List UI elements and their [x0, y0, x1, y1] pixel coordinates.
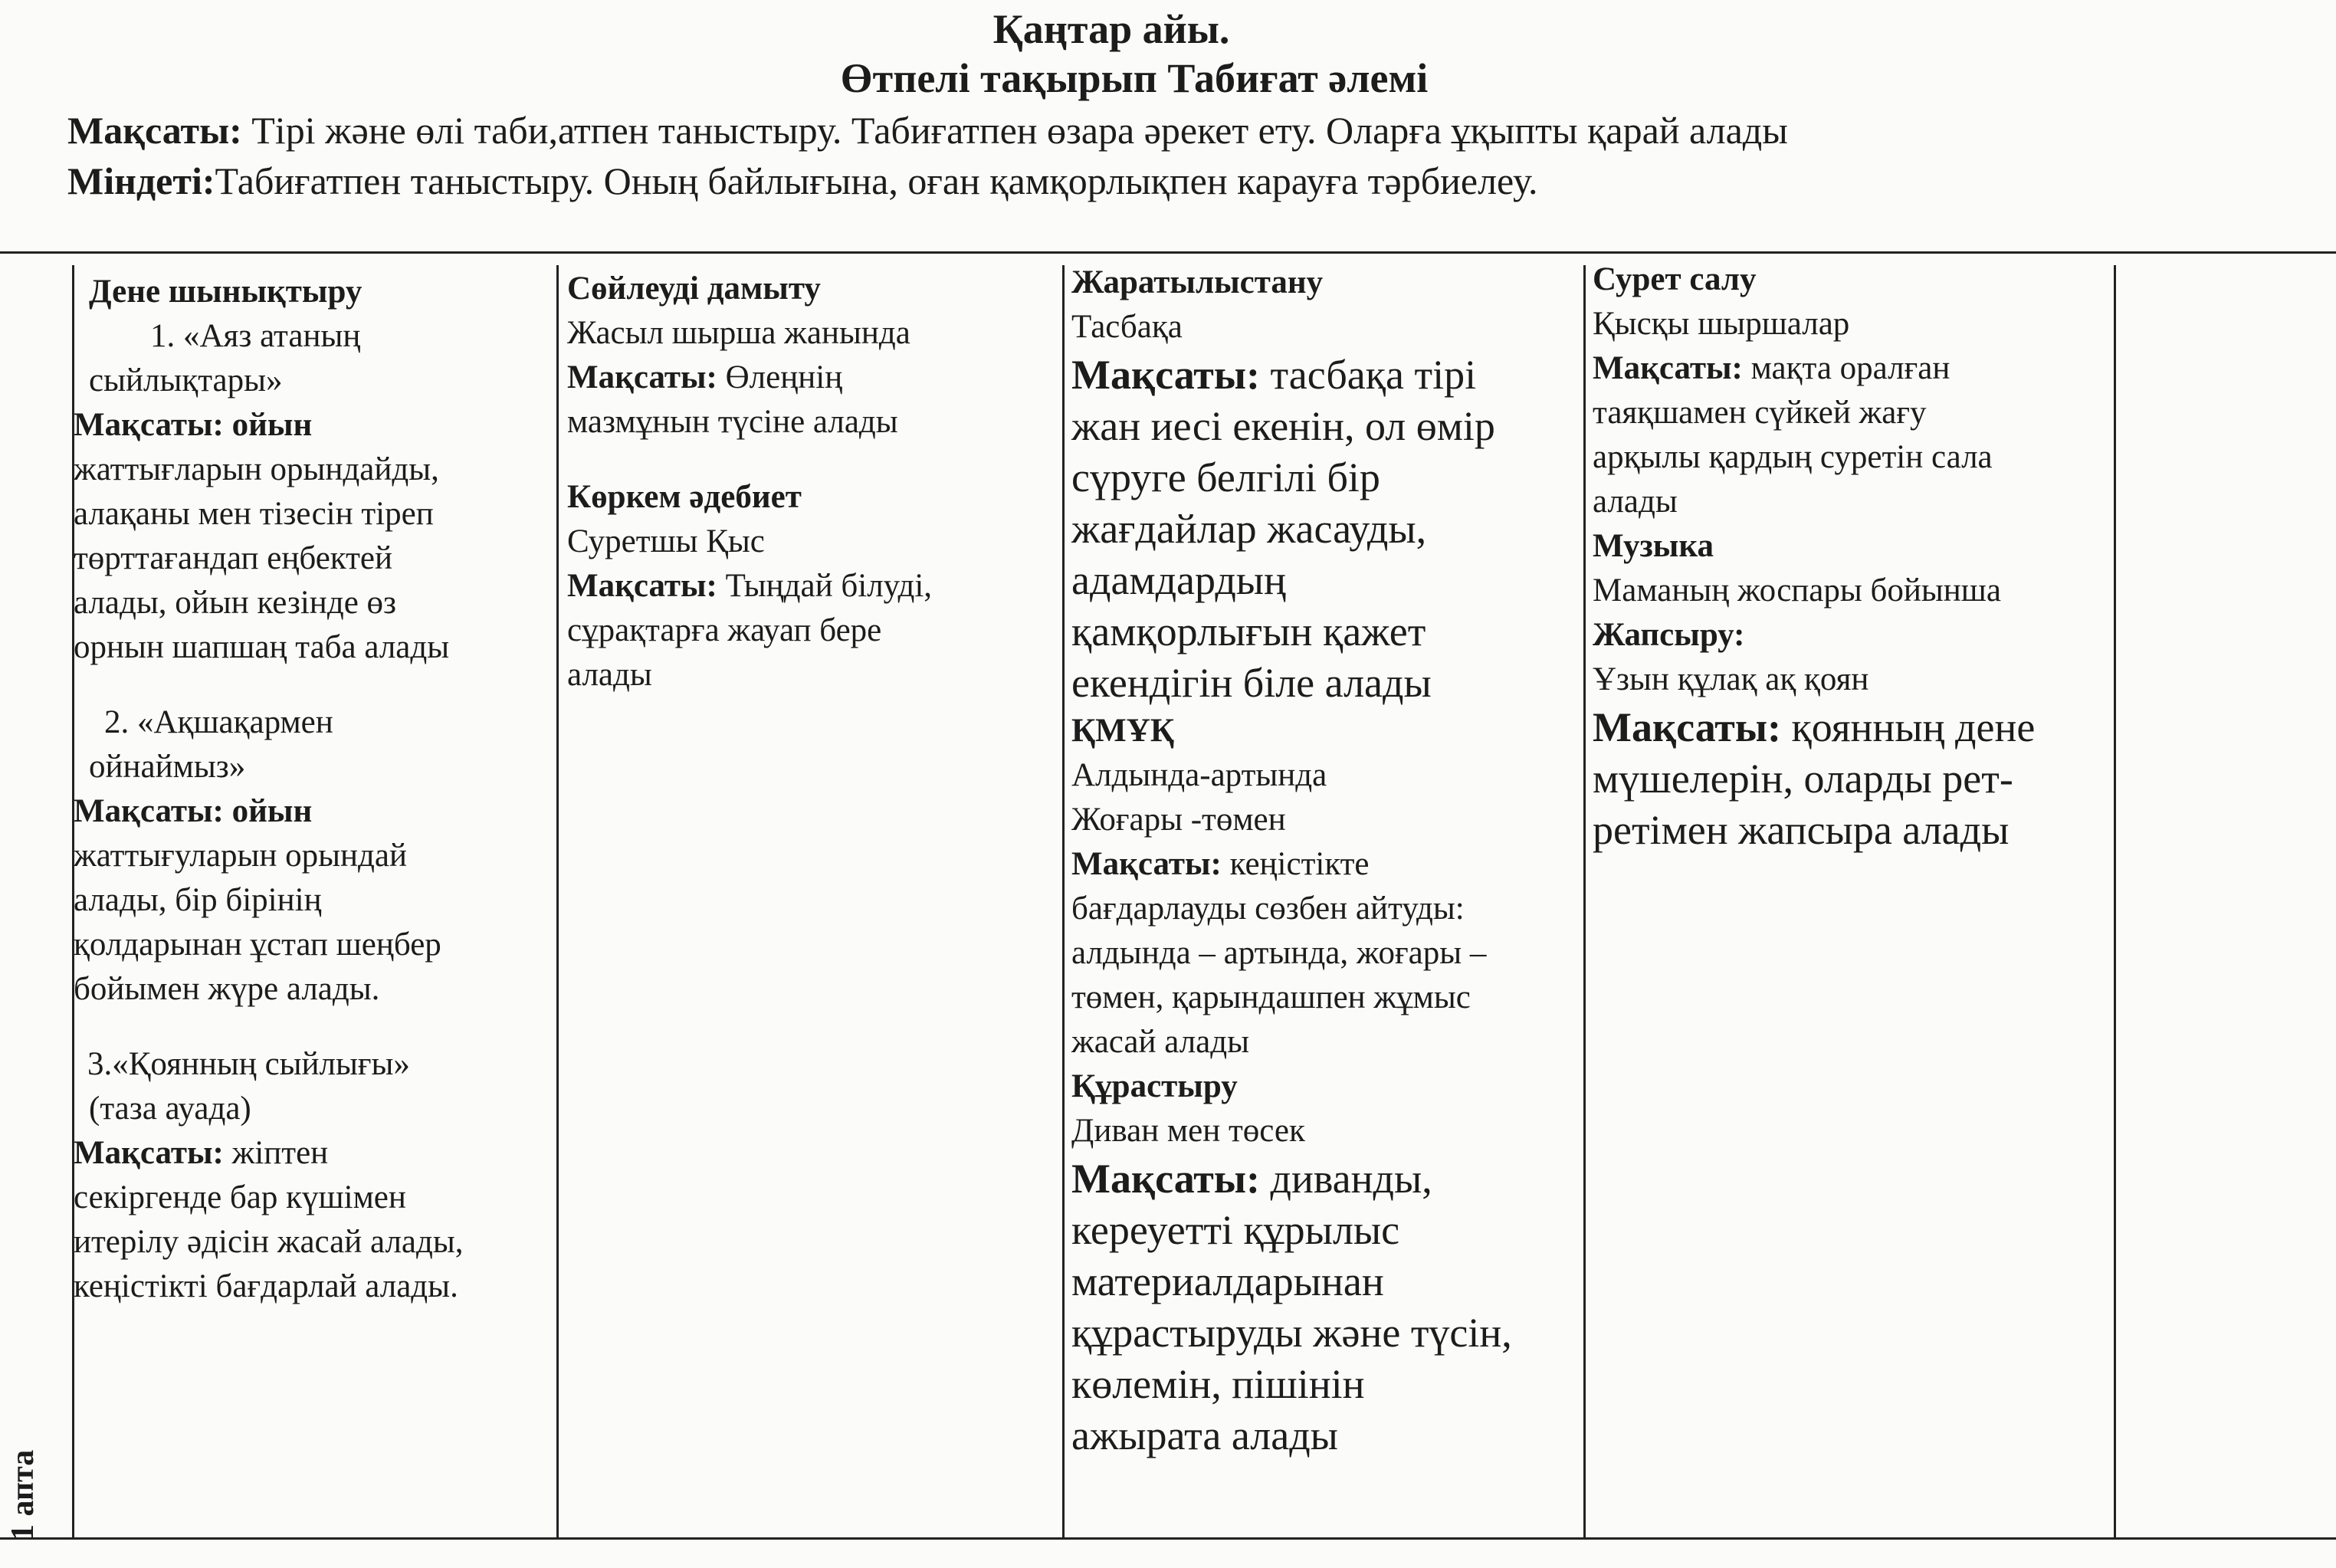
goal-line [1071, 1153, 1512, 1205]
topic: Суретшы Қыс [567, 523, 765, 559]
game-1-name: 1. «Аяз атаның [150, 318, 361, 354]
goal-text: ойын [223, 793, 313, 829]
game-1-goal [74, 403, 464, 448]
topic: Жасыл шырша жанында [567, 315, 910, 351]
goal-text: қоянның дене [1780, 704, 2036, 750]
topic: Алдында-артында [1071, 757, 1327, 793]
table-divider-5 [2114, 265, 2116, 1539]
text-line: кереуетті құрылыс [1071, 1207, 1400, 1253]
goal-label: Мақсаты: [1593, 704, 1781, 750]
goal-label: Мақсаты: [74, 793, 224, 829]
text-line: көлемін, пішінін [1071, 1361, 1365, 1407]
game-3-name-cont: (таза ауада) [89, 1091, 251, 1127]
cell-subtitle: Жапсыру: [1593, 617, 1745, 653]
text-line: жан иесі екенін, ол өмір [1071, 403, 1495, 449]
text-line: сұрақтарға жауап бере [567, 612, 882, 648]
goal-line [567, 564, 932, 609]
text-line: мазмұнын түсіне алады [567, 404, 898, 440]
table-top-border [0, 251, 2336, 254]
text-line: жағдайлар жасауды, [1071, 506, 1427, 552]
text-line: секіргенде бар күшімен [74, 1179, 406, 1215]
text-line: Маманың жоспары бойынша [1593, 572, 2002, 609]
table-bottom-border [0, 1537, 2336, 1540]
goal-text: жіптен [223, 1135, 329, 1171]
topic: Қысқы шыршалар [1593, 306, 1850, 342]
goal-text: ойын [223, 407, 313, 443]
goal-line [1071, 349, 1512, 401]
theme-title: Өтпелі тақырып Табиғат әлемі [840, 55, 1429, 101]
text-line: алдында – артында, жоғары – [1071, 935, 1487, 971]
text-line: жасай алады [1071, 1024, 1250, 1060]
goal-label: Мақсаты: [567, 359, 717, 395]
goal-label: Мақсаты: [67, 109, 242, 152]
text-line: алады, бір бірінің [74, 882, 322, 918]
month-title: Қаңтар айы. [992, 6, 1230, 52]
goal-label: Мақсаты: [74, 407, 224, 443]
game-2-name-cont: ойнаймыз» [89, 749, 246, 785]
goal-label: Мақсаты: [1593, 350, 1743, 386]
topic: Жоғары -төмен [1071, 802, 1286, 838]
game-2-name: 2. «Ақшақармен [104, 704, 333, 740]
cell-subtitle: Көркем әдебиет [567, 479, 802, 515]
cell-drawing [1593, 258, 2035, 856]
text-line: мүшелерін, оларды рет- [1593, 756, 2013, 802]
document-header [0, 0, 2336, 245]
text-line: төмен, қарындашпен жұмыс [1071, 979, 1471, 1015]
game-3-name: 3.«Қоянның сыйлығы» [87, 1046, 410, 1082]
goal-label: Мақсаты: [567, 568, 717, 604]
text-line: итерілу әдісін жасай алады, [74, 1224, 464, 1260]
text-line: төрттағандап еңбектей [74, 540, 393, 576]
goal-line [567, 356, 932, 400]
text-line: бағдарлауды сөзбен айтуды: [1071, 891, 1465, 927]
text-line: алады, ойын кезінде өз [74, 585, 397, 621]
goal-line [1071, 842, 1512, 887]
table-divider-4 [1583, 265, 1586, 1539]
topic: Диван мен төсек [1071, 1113, 1305, 1149]
cell-title: Дене шынықтыру [89, 274, 363, 310]
text-line: орнын шапшаң таба алады [74, 629, 450, 665]
task-text: Табиғатпен таныстыру. Оның байлығына, оған қамқорлықпен карауға тәрбиелеу. [215, 159, 1538, 202]
goal-text: Өлеңнің [717, 359, 843, 395]
text-line: ажырата алады [1071, 1412, 1338, 1458]
table-divider-2 [556, 265, 559, 1539]
goal-label: Мақсаты: [74, 1135, 224, 1171]
cell-natural-science [1071, 261, 1512, 1461]
task-line [67, 158, 1538, 204]
cell-speech-development [567, 267, 932, 697]
goal-text: диванды, [1259, 1156, 1432, 1202]
text-line: бойымен жүре алады. [74, 971, 380, 1007]
game-1-name-cont: сыйлықтары» [89, 362, 283, 399]
text-line: кеңістікті бағдарлай алады. [74, 1268, 458, 1304]
goal-text: тасбақа тірі [1259, 352, 1477, 398]
text-line: екендігін біле алады [1071, 660, 1432, 706]
cell-title: Жаратылыстану [1071, 264, 1324, 300]
topic: Ұзын құлақ ақ қоян [1593, 661, 1869, 697]
cell-title: Сурет салу [1593, 261, 1757, 297]
text-line: алады [567, 657, 652, 693]
text-line: алақаны мен тізесін тіреп [74, 496, 434, 532]
goal-text: мақта оралған [1742, 350, 1950, 386]
goal-text: Тыңдай білуді, [717, 568, 933, 604]
text-line: материалдарынан [1071, 1258, 1384, 1304]
text-line: қамқорлығын қажет [1071, 609, 1426, 654]
goal-line [1593, 702, 2035, 753]
text-line: жаттығуларын орындай [74, 838, 407, 874]
week-label: 1 апта [5, 1449, 41, 1540]
text-line: қолдарынан ұстап шеңбер [74, 927, 441, 963]
goal-line [1593, 346, 2035, 391]
game-3-goal [74, 1131, 464, 1176]
text-line: арқылы қардың суретін сала [1593, 439, 1993, 475]
cell-physical-education [74, 270, 464, 1309]
goal-text: Тірі және өлі таби,атпен таныстыру. Табиғатпен өзара әрекет ету. Оларға ұқыпты қарай алады [241, 109, 1788, 152]
table-divider-3 [1062, 265, 1065, 1539]
cell-subtitle: ҚМҰҚ [1071, 713, 1174, 749]
text-line: алады [1593, 484, 1678, 520]
goal-line [67, 107, 1788, 153]
cell-subtitle: Музыка [1593, 528, 1714, 564]
text-line: ретімен жапсыра алады [1593, 807, 2010, 853]
goal-text: кеңістікте [1221, 846, 1370, 882]
goal-label: Мақсаты: [1071, 352, 1260, 398]
goal-label: Мақсаты: [1071, 1156, 1260, 1202]
text-line: құрастыруды және түсін, [1071, 1310, 1512, 1356]
text-line: таяқшамен сүйкей жағу [1593, 395, 1927, 431]
text-line: адамдардың [1071, 557, 1286, 603]
cell-title: Сөйлеуді дамыту [567, 271, 821, 307]
goal-label: Мақсаты: [1071, 846, 1222, 882]
text-line: жаттығларын орындайды, [74, 451, 439, 487]
game-2-goal [74, 789, 464, 834]
topic: Тасбақа [1071, 309, 1183, 345]
text-line: сүруге белгілі бір [1071, 454, 1380, 500]
task-label: Міндеті: [67, 159, 215, 202]
cell-subtitle: Құрастыру [1071, 1068, 1238, 1104]
